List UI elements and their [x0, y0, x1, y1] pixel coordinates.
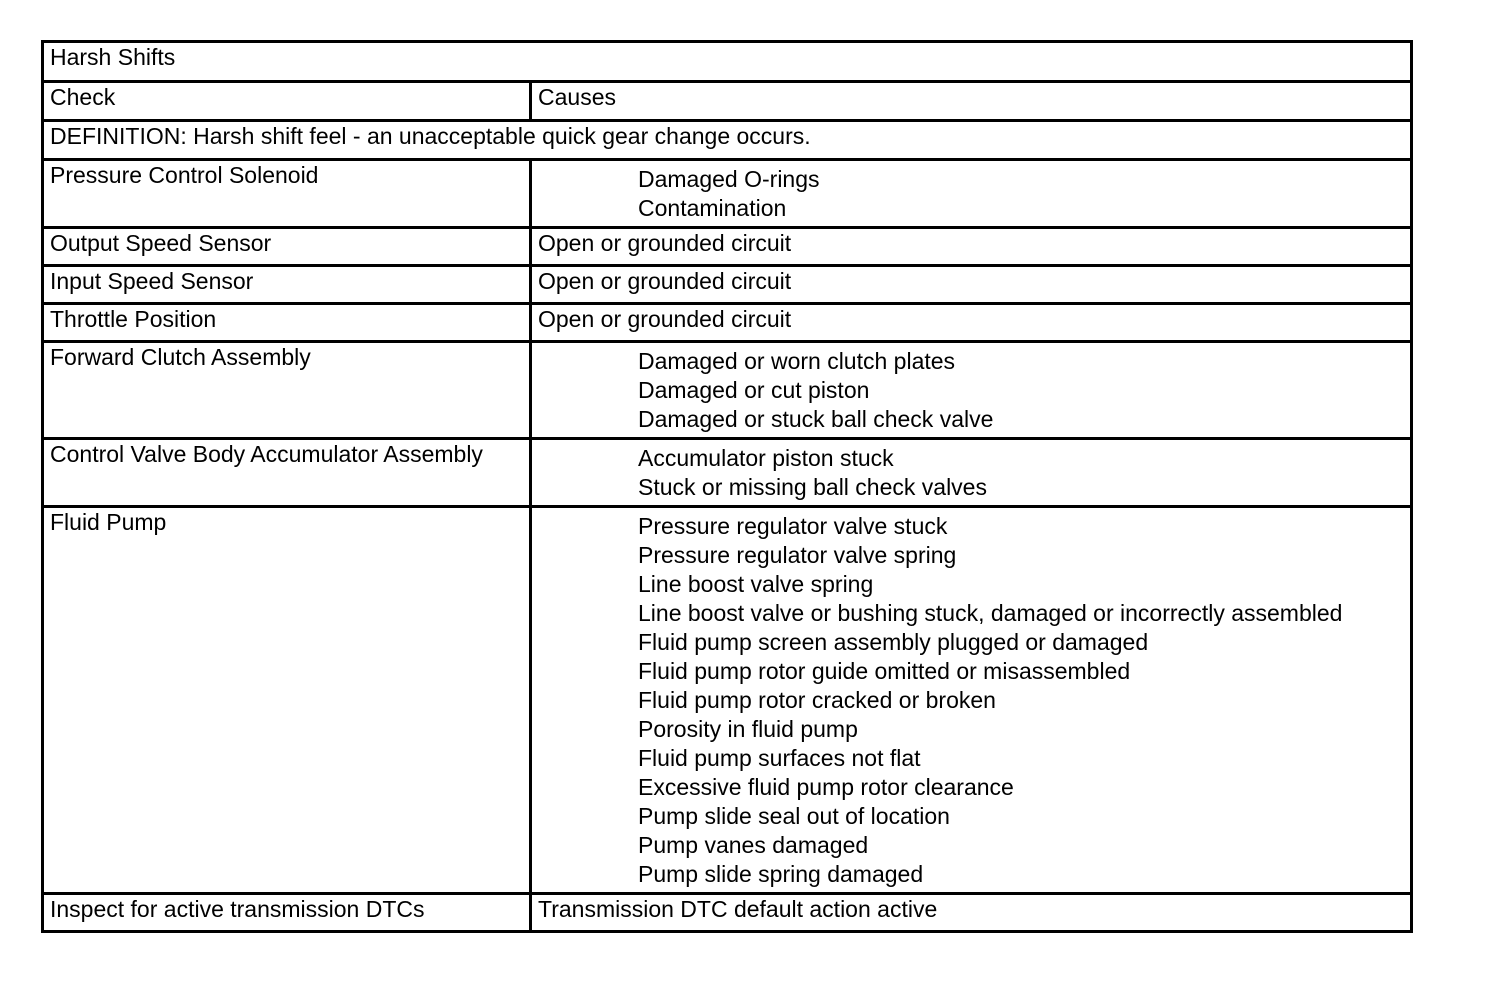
causes-cell	[531, 507, 1412, 894]
causes-list	[538, 343, 1410, 437]
table-row	[43, 342, 1412, 439]
causes-cell	[531, 160, 1412, 228]
check-cell: Pressure Control Solenoid	[43, 160, 531, 228]
check-cell: Input Speed Sensor	[43, 266, 531, 304]
cause-item: Pressure regulator valve stuck	[638, 513, 948, 539]
cause-item: Damaged or worn clutch plates	[638, 348, 956, 374]
cause-item: Pump slide seal out of location	[638, 803, 950, 829]
causes-cell	[531, 439, 1412, 507]
check-cell: Fluid Pump	[43, 507, 531, 894]
cause-cell: Open or grounded circuit	[531, 266, 1412, 304]
table-row	[43, 228, 1412, 266]
cause-item: Damaged or stuck ball check valve	[638, 406, 994, 432]
cause-item: Contamination	[638, 195, 787, 221]
causes-list	[538, 440, 1410, 505]
cause-item: Damaged or cut piston	[638, 377, 870, 403]
causes-list	[538, 161, 1410, 226]
cause-item: Line boost valve spring	[638, 571, 874, 597]
check-cell: Control Valve Body Accumulator Assembly	[43, 439, 531, 507]
harsh-shifts-table	[41, 40, 1413, 933]
table-row	[43, 507, 1412, 894]
table-row	[43, 266, 1412, 304]
cause-item: Pressure regulator valve spring	[638, 542, 957, 568]
cause-item: Porosity in fluid pump	[638, 716, 858, 742]
cause-item: Excessive fluid pump rotor clearance	[638, 774, 1014, 800]
cause-item: Damaged O-rings	[638, 166, 820, 192]
header-row	[43, 82, 1412, 121]
definition-row	[43, 121, 1412, 160]
cause-item: Line boost valve or bushing stuck, damaged or incorrectly assembled	[638, 600, 1343, 626]
cause-item: Pump slide spring damaged	[638, 861, 924, 887]
table-row	[43, 894, 1412, 932]
table-row	[43, 439, 1412, 507]
check-cell: Forward Clutch Assembly	[43, 342, 531, 439]
causes-list	[538, 508, 1410, 892]
causes-column-header: Causes	[531, 82, 1412, 121]
cause-item: Stuck or missing ball check valves	[638, 474, 987, 500]
cause-cell: Open or grounded circuit	[531, 228, 1412, 266]
table-row	[43, 160, 1412, 228]
check-cell: Inspect for active transmission DTCs	[43, 894, 531, 932]
check-column-header: Check	[43, 82, 531, 121]
cause-item: Fluid pump screen assembly plugged or damaged	[638, 629, 1149, 655]
cause-item: Accumulator piston stuck	[638, 445, 894, 471]
check-cell: Throttle Position	[43, 304, 531, 342]
cause-item: Fluid pump rotor guide omitted or misassembled	[638, 658, 1131, 684]
table-row	[43, 304, 1412, 342]
title-row	[43, 42, 1412, 82]
cause-cell: Transmission DTC default action active	[531, 894, 1412, 932]
cause-item: Fluid pump rotor cracked or broken	[638, 687, 996, 713]
definition-text: DEFINITION: Harsh shift feel - an unacceptable quick gear change occurs.	[43, 121, 1412, 160]
cause-cell: Open or grounded circuit	[531, 304, 1412, 342]
cause-item: Fluid pump surfaces not flat	[638, 745, 921, 771]
causes-cell	[531, 342, 1412, 439]
check-cell: Output Speed Sensor	[43, 228, 531, 266]
cause-item: Pump vanes damaged	[638, 832, 869, 858]
table-title: Harsh Shifts	[43, 42, 1412, 82]
